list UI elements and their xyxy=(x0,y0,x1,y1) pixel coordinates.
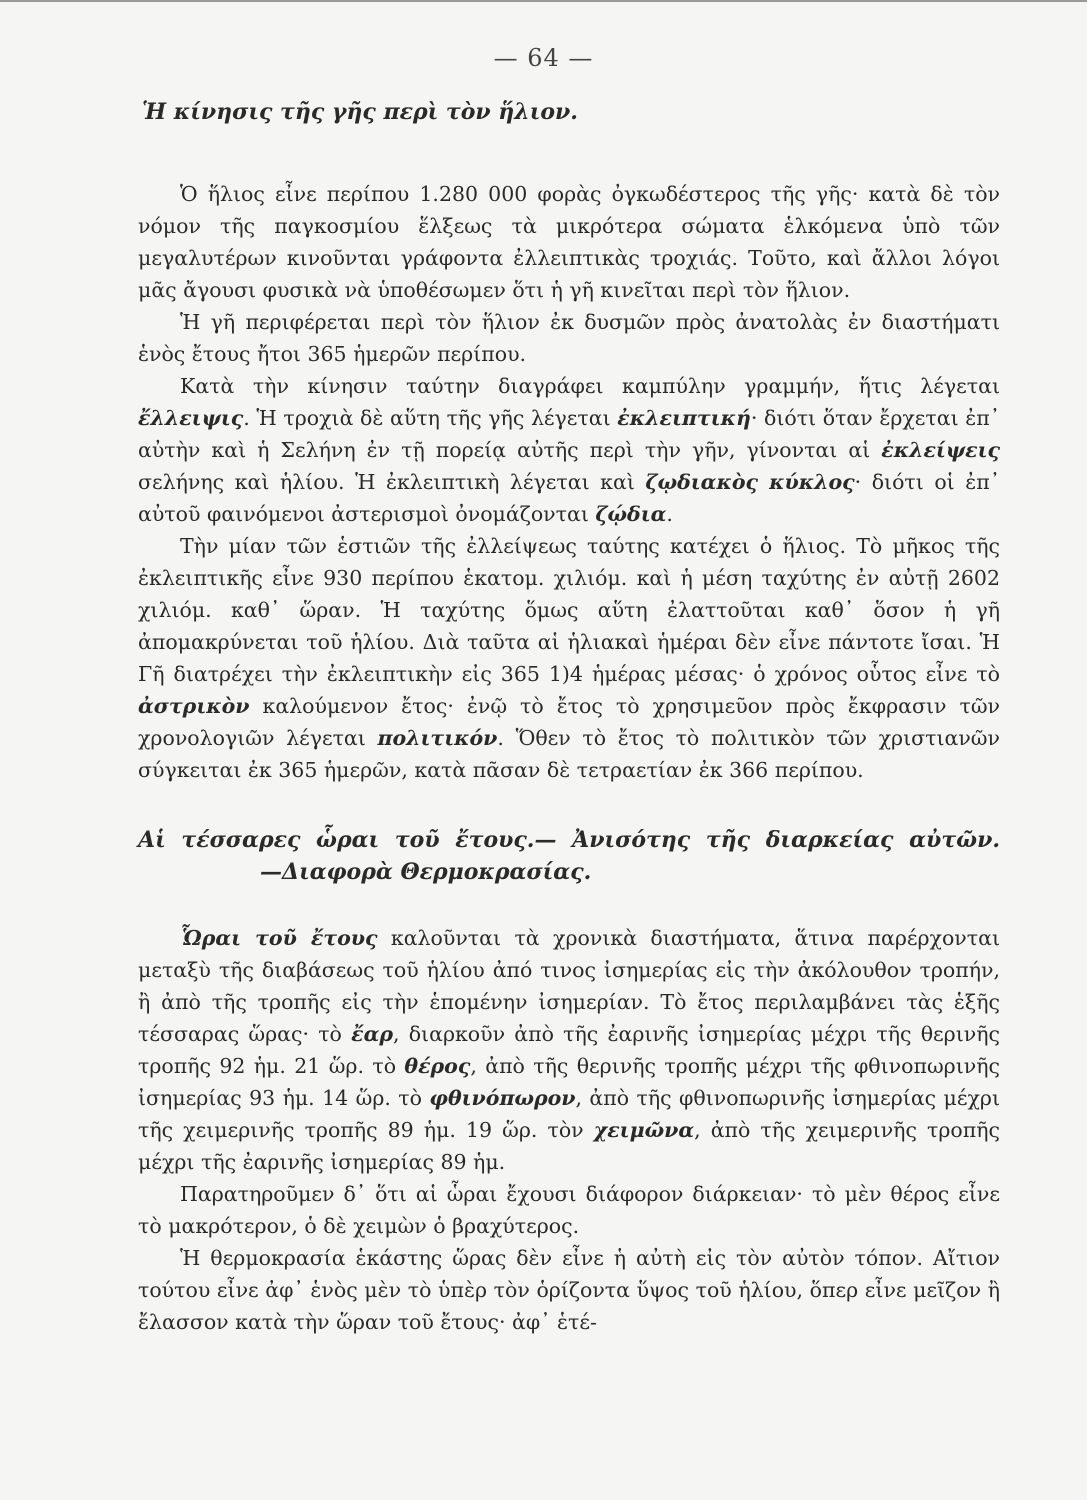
text-run: . Ὅθεν τὸ ἔτος τὸ πολιτικὸν τῶν χριστιανῶν σύγκειται ἐκ 365 ἡμερῶν, κατὰ πᾶσαν δὲ τετραετίαν ἐκ 366 περίπου. xyxy=(138,726,1000,782)
section-heading-seasons: Αἱ τέσσαρες ὧραι τοῦ ἔτους.— Ἀνισότης τῆς διαρκείας αὐτῶν. xyxy=(138,827,1000,853)
text-run: , ἀπὸ τῆς θερινῆς τροπῆς μέχρι τῆς φθινοπωρινῆς ἰσημερίας 93 ἡμ. 14 ὥρ. τὸ xyxy=(138,1054,1000,1110)
term-autumn: φθινόπωρον xyxy=(429,1086,576,1110)
term-spring: ἔαρ xyxy=(351,1022,393,1046)
term-zodiac-circle: ζῳδιακὸς κύκλος xyxy=(645,470,855,494)
paragraph-ellipse-ecliptic xyxy=(138,370,1000,530)
text-run: . Ἡ τροχιὰ δὲ αὕτη τῆς γῆς λέγεται xyxy=(243,406,618,430)
text-run: σελήνης καὶ ἡλίου. Ἡ ἐκλειπτικὴ λέγεται καὶ xyxy=(138,470,646,494)
paragraph-sun-size: Ὁ ἥλιος εἶνε περίπου 1.280 000 φορὰς ὀγκωδέστερος τῆς γῆς· κατὰ δὲ τὸν νόμον τῆς παγκοσμίου ἕλξεως τὰ μικρότερα σώματα ἑλκόμενα ὑπὸ τῶν μεγαλυτέρων κινοῦνται γράφοντα ἐλλειπτικὰς τροχιάς. Τοῦτο, καὶ ἄλλοι λόγοι μᾶς ἄγουσι φυσικὰ νὰ ὑποθέσωμεν ὅτι ἡ γῆ κινεῖται περὶ τὸν ἥλιον. xyxy=(138,182,1000,302)
text-run: . xyxy=(666,502,673,526)
term-eclipses: ἐκλείψεις xyxy=(881,438,1000,462)
text-run: , διαρκοῦν ἀπὸ τῆς ἐαρινῆς ἰσημερίας μέχρι τῆς θερινῆς τροπῆς 92 ἡμ. 21 ὥρ. τὸ xyxy=(138,1022,1000,1078)
text-run: Τὴν μίαν τῶν ἑστιῶν τῆς ἐλλείψεως ταύτης κατέχει ὁ ἥλιος. Τὸ μῆκος τῆς ἐκλειπτικῆς εἶνε 930 περίπου ἑκατομ. χιλιόμ. καὶ ἡ μέση ταχύτης ἐν αὐτῇ 2602 χιλιόμ. καθ᾽ ὥραν. Ἡ ταχύτης ὅμως αὕτη ἐλαττοῦται καθ᾽ ὅσον ἡ γῆ ἀπομακρύνεται τοῦ ἡλίου. Διὰ ταῦτα αἱ ἡλιακαὶ ἡμέραι δὲν εἶνε πάντοτε ἴσαι. Ἡ Γῆ διατρέχει τὴν ἐκλειπτικὴν εἰς 365 1)4 ἡμέρας μέσας· ὁ χρόνος οὗτος εἶνε τὸ xyxy=(138,534,1000,686)
text-run: καλοῦνται τὰ χρονικὰ διαστήματα, ἅτινα παρέρχονται μεταξὺ τῆς διαβάσεως τοῦ ἡλίου ἀπό τινος ἰσημερίας εἰς τὴν ἀκόλουθον τροπήν, ἢ ἀπὸ τῆς τροπῆς εἰς τὴν ἑπομένην ἰσημερίαν. Τὸ ἔτος περιλαμβάνει τὰς ἑξῆς τέσσαρας ὥρας· τὸ xyxy=(138,926,1000,1046)
text-run: καλούμενον ἔτος· ἐνῷ τὸ ἔτος τὸ χρησιμεῦον πρὸς ἔκφρασιν τῶν χρονολογιῶν λέγεται xyxy=(138,694,1000,750)
term-sidereal: ἀστρικὸν xyxy=(138,694,250,718)
text-run: · διότι οἱ ἐπ᾽ αὐτοῦ φαινόμενοι ἀστερισμοὶ ὀνομάζονται xyxy=(138,470,1000,526)
page-body xyxy=(138,96,1000,1338)
paragraph-ecliptic-length-year xyxy=(138,530,1000,786)
paragraph-seasons-definition xyxy=(138,922,1000,1178)
term-ellipsis: ἔλλειψις xyxy=(138,406,244,430)
text-run: Κατὰ τὴν κίνησιν ταύτην διαγράφει καμπύλην γραμμήν, ἥτις λέγεται xyxy=(180,374,1000,398)
top-edge-rule xyxy=(0,0,1087,2)
term-zodia: ζῴδια xyxy=(595,502,667,526)
section-seasons xyxy=(138,824,1000,1338)
text-run: · διότι ὅταν ἔρχεται ἐπ᾽ αὐτὴν καὶ ἡ Σελήνη ἐν τῇ πορείᾳ αὐτῆς περὶ τὴν γῆν, γίνονται αἱ xyxy=(138,406,1000,462)
page-number: — 64 — xyxy=(493,44,594,72)
term-seasons: Ὧραι τοῦ ἔτους xyxy=(180,926,378,950)
text-run: , ἀπὸ τῆς φθινοπωρινῆς ἰσημερίας μέχρι τῆς χειμερινῆς τροπῆς 89 ἡμ. 19 ὥρ. τὸν xyxy=(138,1086,1001,1142)
paragraph-earth-orbit-period: Ἡ γῆ περιφέρεται περὶ τὸν ἥλιον ἐκ δυσμῶν πρὸς ἀνατολὰς ἐν διαστήματι ἑνὸς ἔτους ἤτοι 365 ἡμερῶν περίπου. xyxy=(138,310,1000,366)
text-run: , ἀπὸ τῆς χειμερινῆς τροπῆς μέχρι τῆς ἐαρινῆς ἰσημερίας 89 ἡμ. xyxy=(138,1118,1000,1174)
term-ecliptic: ἐκλειπτική xyxy=(617,406,751,430)
term-summer: θέρος xyxy=(404,1054,471,1078)
term-winter: χειμῶνα xyxy=(593,1118,695,1142)
section-subheading-temperature: —Διαφορὰ Θερμοκρασίας. xyxy=(260,859,592,885)
paragraph-temperature: Ἡ θερμοκρασία ἑκάστης ὥρας δὲν εἶνε ἡ αὐτὴ εἰς τὸν αὐτὸν τόπον. Αἴτιον τούτου εἶνε ἀφ᾽ ἑνὸς μὲν τὸ ὑπὲρ τὸν ὁρίζοντα ὕψος τοῦ ἡλίου, ὅπερ εἶνε μεῖζον ἢ ἔλασσον κατὰ τὴν ὥραν τοῦ ἔτους· ἀφ᾽ ἑτέ- xyxy=(138,1246,1000,1334)
paragraph-season-durations: Παρατηροῦμεν δ᾽ ὅτι αἱ ὧραι ἔχουσι διάφορον διάρκειαν· τὸ μὲν θέρος εἶνε τὸ μακρότερον, ὁ δὲ χειμὼν ὁ βραχύτερος. xyxy=(138,1182,1000,1238)
section-heading-earth-motion: Ἡ κίνησις τῆς γῆς περὶ τὸν ἥλιον. xyxy=(142,99,578,125)
term-civil: πολιτικόν xyxy=(377,726,498,750)
